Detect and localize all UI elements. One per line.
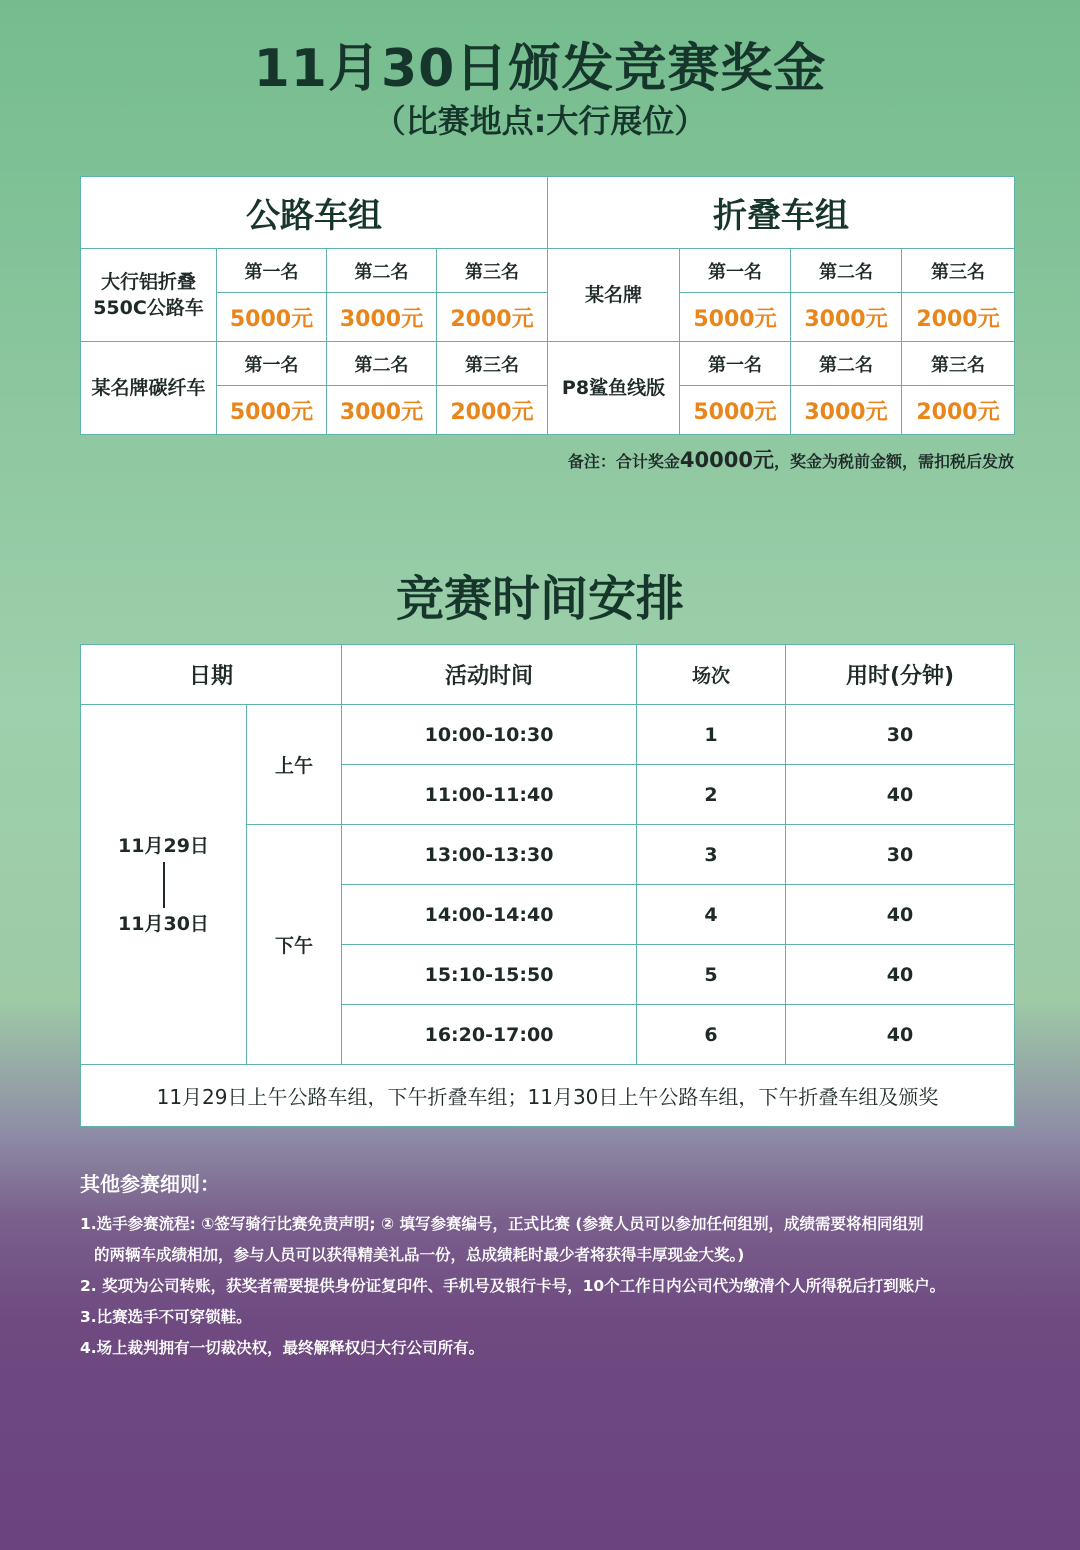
prize-amount: 5000元 <box>680 386 791 435</box>
date-end: 11月30日 <box>118 912 209 935</box>
slot-session: 3 <box>637 825 786 885</box>
prize-amount: 5000元 <box>217 386 327 435</box>
slot-time: 11:00-11:40 <box>342 765 637 825</box>
prize-amount: 5000元 <box>680 293 791 342</box>
date-range <box>81 705 247 1065</box>
prize-amount: 2000元 <box>437 386 548 435</box>
rank-label: 第三名 <box>437 249 548 293</box>
slot-time: 14:00-14:40 <box>342 885 637 945</box>
rank-label: 第一名 <box>217 249 327 293</box>
slot-session: 2 <box>637 765 786 825</box>
note-prefix: 备注：合计奖金 <box>567 452 680 471</box>
header-minutes: 用时(分钟) <box>786 645 1015 705</box>
header-session: 场次 <box>637 645 786 705</box>
rank-label: 第二名 <box>327 342 437 386</box>
rank-label: 第三名 <box>902 249 1015 293</box>
slot-session: 1 <box>637 705 786 765</box>
road-group-header: 公路车组 <box>81 177 548 249</box>
slot-session: 5 <box>637 945 786 1005</box>
rule-item: 3.比赛选手不可穿锁鞋。 <box>80 1308 252 1326</box>
prize-amount: 5000元 <box>217 293 327 342</box>
slot-minutes: 40 <box>786 885 1015 945</box>
road-model-1: 大行铝折叠 550C公路车 <box>81 249 217 342</box>
prize-note <box>568 444 1014 474</box>
rank-label: 第二名 <box>791 249 902 293</box>
prize-table <box>80 176 1015 435</box>
schedule-title: 竞赛时间安排 <box>395 571 684 627</box>
date-connector <box>163 862 165 908</box>
rank-label: 第三名 <box>437 342 548 386</box>
road-model-2: 某名牌碳纤车 <box>81 342 217 435</box>
schedule-footer: 11月29日上午公路车组，下午折叠车组；11月30日上午公路车组，下午折叠车组及颁奖 <box>81 1065 1015 1127</box>
slot-time: 13:00-13:30 <box>342 825 637 885</box>
slot-minutes: 40 <box>786 765 1015 825</box>
slot-time: 15:10-15:50 <box>342 945 637 1005</box>
prize-amount: 3000元 <box>327 293 437 342</box>
prize-amount: 2000元 <box>902 386 1015 435</box>
rank-label: 第三名 <box>902 342 1015 386</box>
slot-time: 16:20-17:00 <box>342 1005 637 1065</box>
rules-section <box>80 1168 1040 1364</box>
prize-amount: 3000元 <box>791 386 902 435</box>
rank-label: 第二名 <box>327 249 437 293</box>
rule-item: 1.选手参赛流程: ①签写骑行比赛免责声明; ② 填写参赛编号，正式比赛 (参赛人员可以参加任何组别，成绩需要将相同组别 <box>80 1215 924 1233</box>
fold-model-1: 某名牌 <box>548 249 680 342</box>
header-time: 活动时间 <box>342 645 637 705</box>
header-date: 日期 <box>81 645 342 705</box>
page-subtitle: （比赛地点:大行展位） <box>373 102 707 140</box>
rule-item: 2. 奖项为公司转账，获奖者需要提供身份证复印件、手机号及银行卡号，10个工作日内公司代为缴清个人所得税后打到账户。 <box>80 1277 946 1295</box>
slot-minutes: 30 <box>786 705 1015 765</box>
period-morning: 上午 <box>247 705 342 825</box>
schedule-table <box>80 644 1015 1127</box>
slot-session: 4 <box>637 885 786 945</box>
note-total: 40000元 <box>679 448 774 472</box>
fold-model-2: P8鲨鱼线版 <box>548 342 680 435</box>
slot-session: 6 <box>637 1005 786 1065</box>
slot-minutes: 40 <box>786 1005 1015 1065</box>
prize-amount: 2000元 <box>902 293 1015 342</box>
date-start: 11月29日 <box>118 834 209 857</box>
page-title: 11月30日颁发竞赛奖金 <box>253 39 827 99</box>
rank-label: 第二名 <box>791 342 902 386</box>
fold-group-header: 折叠车组 <box>548 177 1015 249</box>
prize-amount: 3000元 <box>327 386 437 435</box>
rules-heading: 其他参赛细则： <box>80 1172 220 1196</box>
rank-label: 第一名 <box>680 342 791 386</box>
rule-item: 4.场上裁判拥有一切裁决权，最终解释权归大行公司所有。 <box>80 1339 485 1357</box>
rank-label: 第一名 <box>680 249 791 293</box>
period-afternoon: 下午 <box>247 825 342 1065</box>
rank-label: 第一名 <box>217 342 327 386</box>
note-suffix: ，奖金为税前金额，需扣税后发放 <box>773 452 1014 471</box>
slot-minutes: 40 <box>786 945 1015 1005</box>
prize-amount: 2000元 <box>437 293 548 342</box>
rule-item: 的两辆车成绩相加，参与人员可以获得精美礼品一份，总成绩耗时最少者将获得丰厚现金大奖。) <box>94 1246 745 1264</box>
slot-minutes: 30 <box>786 825 1015 885</box>
prize-amount: 3000元 <box>791 293 902 342</box>
slot-time: 10:00-10:30 <box>342 705 637 765</box>
